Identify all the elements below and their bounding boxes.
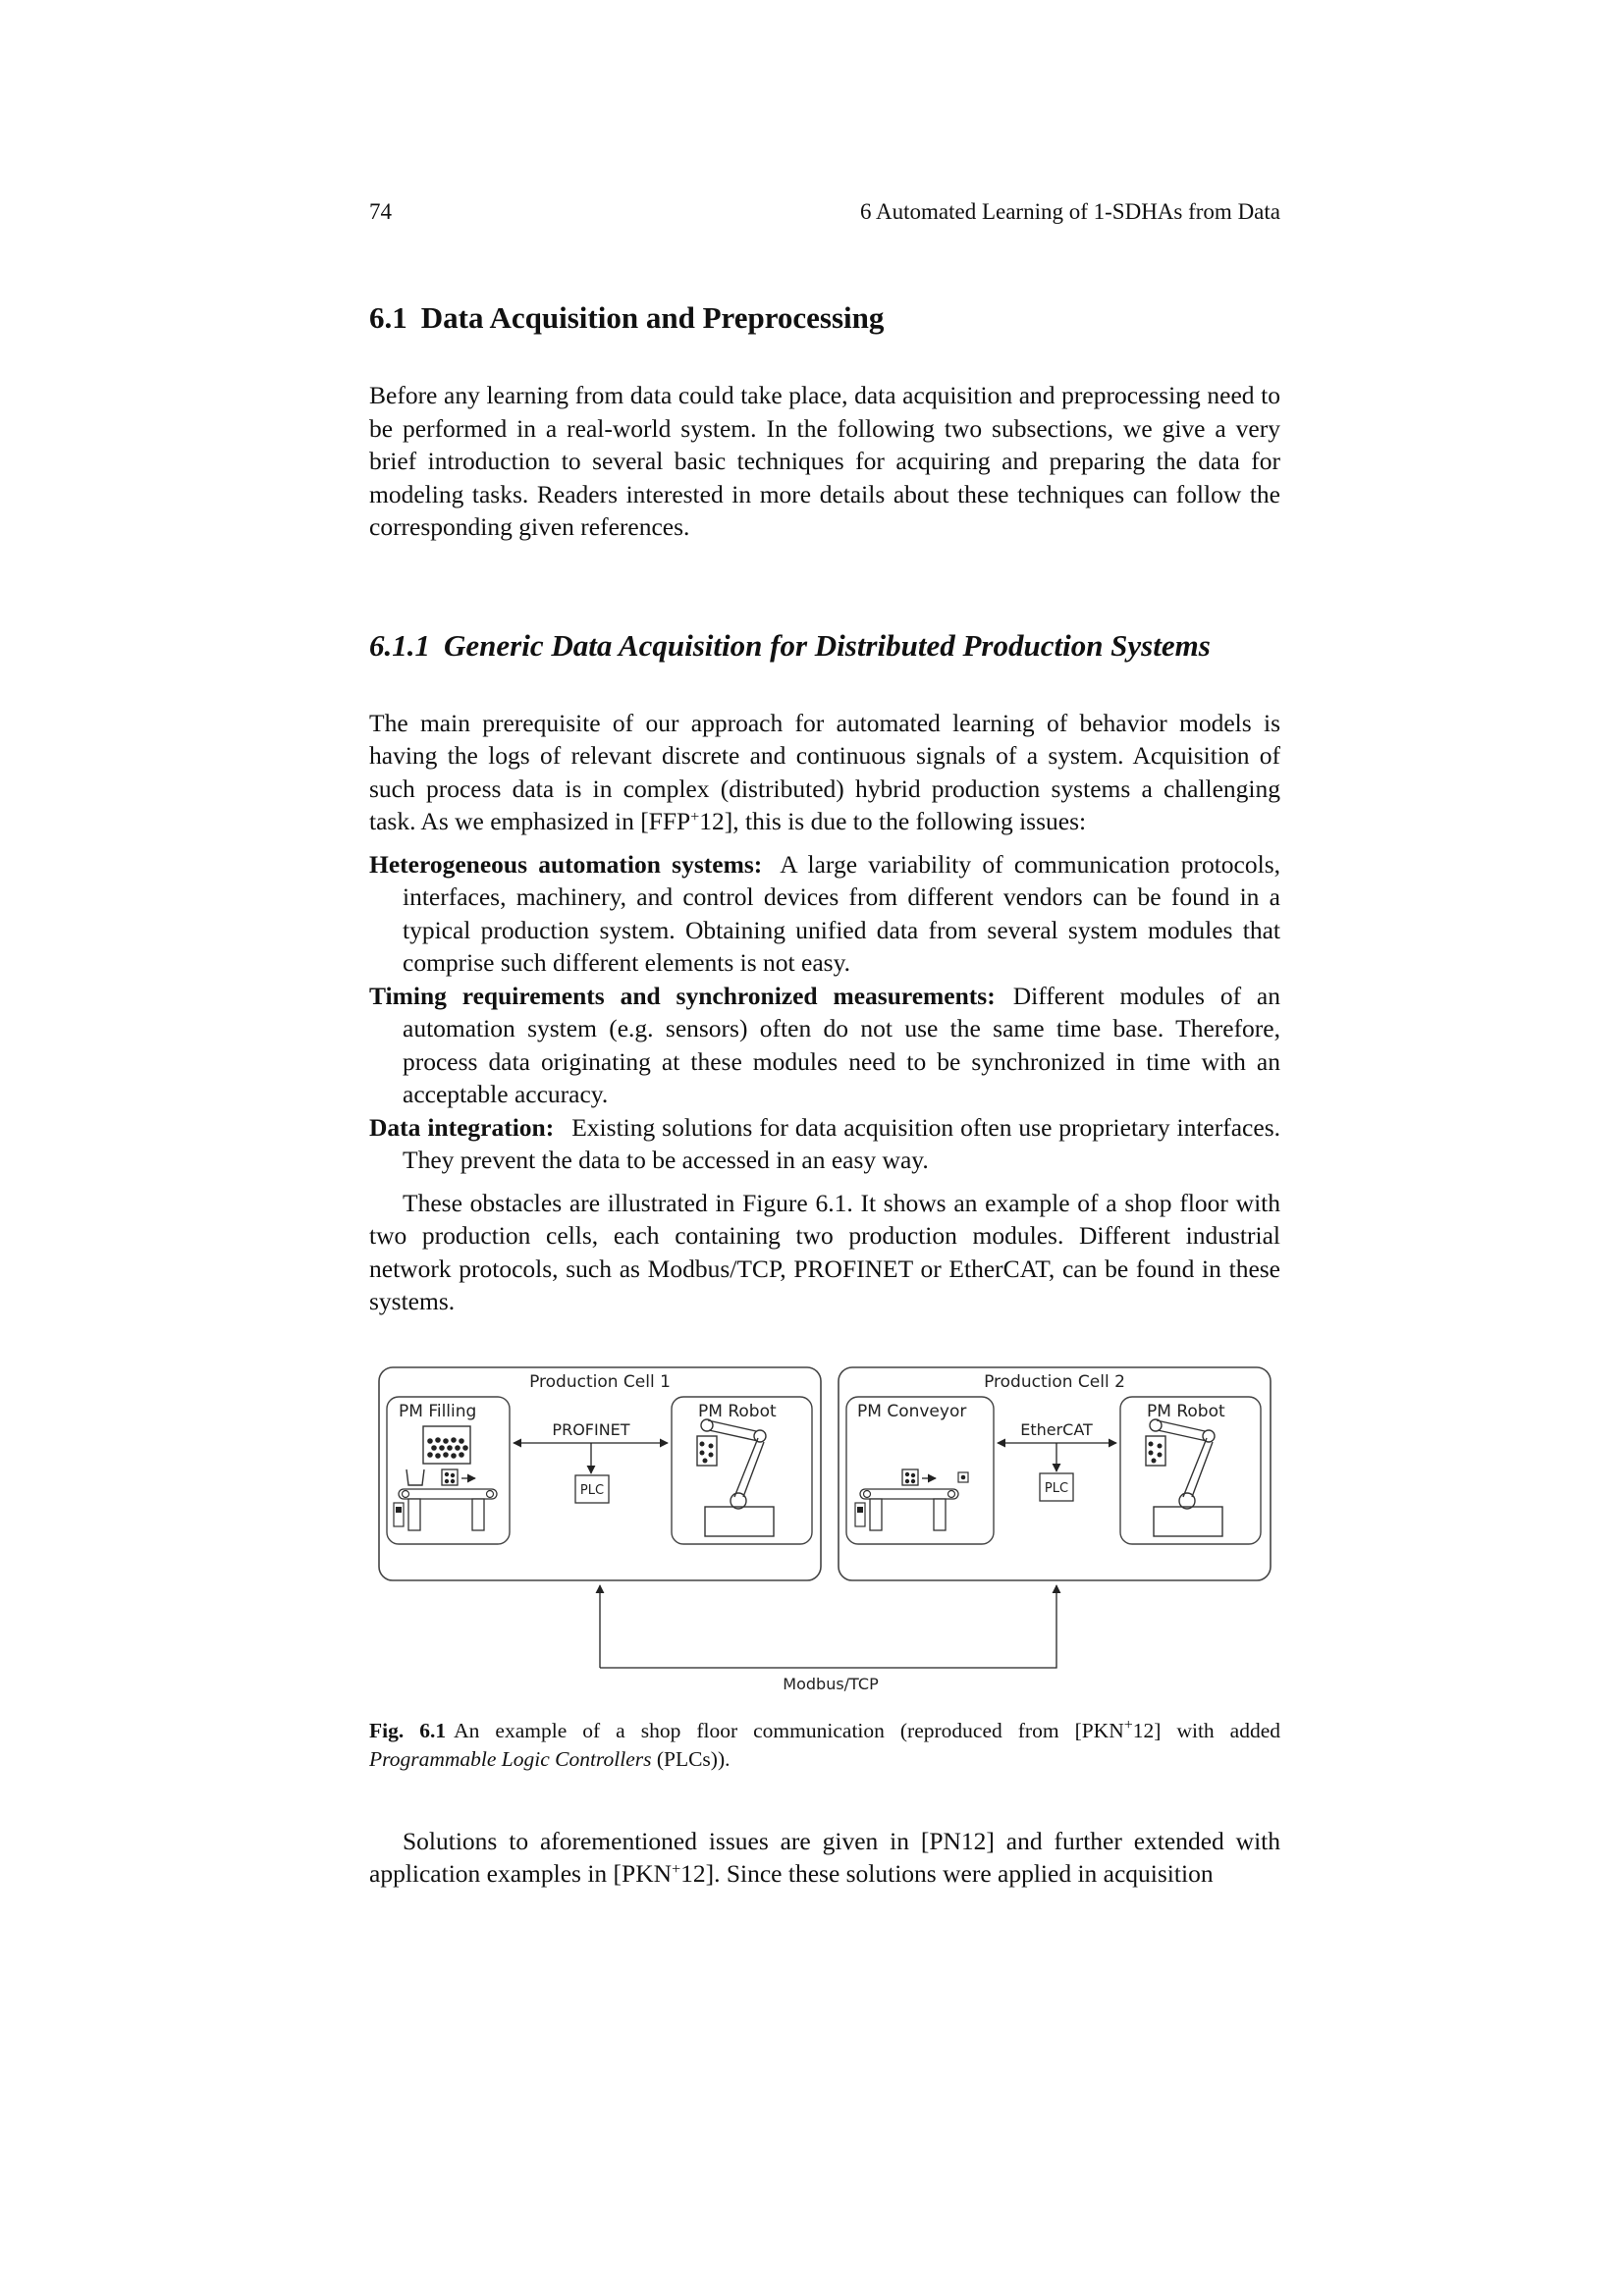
profinet-link: [514, 1420, 668, 1473]
module-pm-robot-2: [1120, 1397, 1261, 1544]
caption-text-end: (PLCs)).: [656, 1746, 731, 1771]
production-cell-2: [839, 1367, 1271, 1580]
cell-2-title: Production Cell 2: [984, 1371, 1125, 1392]
intro-text-after-citation: 12], this is due to the following issues:: [699, 807, 1087, 835]
final-text-part-2: 12]. Since these solutions were applied in acquisition: [680, 1859, 1214, 1888]
section-heading: [369, 298, 1280, 338]
module-pm-robot-1: [672, 1397, 812, 1544]
section-intro-paragraph: Before any learning from data could take place, data acquisition and preprocessing need to be performed in a real-world system. In the following two subsections, we give a very brief introduction to several basic techniques for acquiring and preparing the data for modeling tasks. Readers interested in more details about these techniques can follow the corresponding given references.: [369, 381, 1280, 541]
figure-caption-label: Fig. 6.1: [369, 1718, 447, 1742]
issue-term: Heterogeneous automation systems:: [369, 849, 763, 879]
module-pm-filling: [387, 1397, 510, 1544]
subsection-number: 6.1.1: [369, 627, 430, 663]
issue-item-data-integration: [369, 1111, 1280, 1177]
subsection-heading: [369, 626, 1280, 666]
final-text-part-1: Solutions to aforementioned issues are given in [PN12] and further extended with application examples in [PKN: [369, 1826, 1280, 1888]
section-number: 6.1: [369, 300, 407, 335]
final-paragraph: [369, 1825, 1280, 1891]
module-pm-conveyor-label: PM Conveyor: [857, 1401, 967, 1421]
modbus-link: [600, 1585, 1056, 1691]
plc-box-2: [1040, 1473, 1073, 1501]
robot-arm-icon: [697, 1419, 774, 1536]
page-number: 74: [369, 199, 392, 224]
robot-arm-icon: [1146, 1419, 1222, 1536]
issue-item-timing: [369, 980, 1280, 1111]
modbus-label: Modbus/TCP: [783, 1674, 879, 1691]
figure-caption: [369, 1717, 1280, 1774]
subsection-title: Generic Data Acquisition for Distributed Production Systems: [444, 627, 1211, 663]
issue-text: A large variability of communication protocols, interfaces, machinery, and control devices from different vendors can be found in a typical production system. Obtaining unified data from several system modules that comprise such different elements is not easy.: [403, 849, 1280, 977]
figure-shop-floor-diagram: [369, 1358, 1280, 1691]
module-pm-filling-label: PM Filling: [399, 1401, 477, 1421]
caption-text-before-citation: An example of a shop floor communication (reproduced from [PKN: [454, 1718, 1124, 1742]
running-header: [369, 196, 1280, 228]
plc-box-1: [575, 1475, 609, 1503]
subsection-intro-paragraph: [369, 707, 1280, 838]
page: [369, 196, 1280, 1891]
issue-item-heterogeneous: [369, 848, 1280, 980]
plc-1-label: PLC: [579, 1482, 605, 1498]
issue-term: Data integration:: [369, 1112, 555, 1142]
caption-text-after-citation: 12] with added: [1132, 1718, 1281, 1742]
plc-2-label: PLC: [1044, 1480, 1069, 1496]
filling-machine-icon: [394, 1426, 497, 1530]
module-pm-conveyor: [846, 1397, 994, 1544]
issue-term: Timing requirements and synchronized measurements:: [369, 981, 996, 1010]
module-pm-robot-2-label: PM Robot: [1147, 1401, 1225, 1421]
intro-text-before-citation: The main prerequisite of our approach for automated learning of behavior models is having the logs of relevant discrete and continuous signals of a system. Acquisition of such process data is in complex (distributed) hybrid production systems a challenging task. As we emphasized in [FFP: [369, 708, 1280, 835]
caption-italic-term: Programmable Logic Controllers: [369, 1746, 652, 1771]
obstacles-paragraph: These obstacles are illustrated in Figure 6.1. It shows an example of a shop floor with two production cells, each containing two production modules. Different industrial network protocols, such as Modbus/TCP, PROFINET or EtherCAT, can be found in these systems.: [369, 1188, 1280, 1315]
ethercat-link: [998, 1420, 1116, 1471]
caption-citation-superscript: +: [1123, 1716, 1133, 1734]
issues-list: [369, 848, 1280, 1177]
production-cell-1: [379, 1367, 821, 1580]
issue-text: Existing solutions for data acquisition often use proprietary interfaces. They prevent the data to be accessed in an easy way.: [403, 1112, 1280, 1174]
final-citation-superscript: +: [672, 1861, 681, 1878]
module-pm-robot-1-label: PM Robot: [698, 1401, 777, 1421]
ethercat-label: EtherCAT: [1020, 1419, 1093, 1439]
shop-floor-diagram: [369, 1358, 1280, 1691]
issue-text: Different modules of an automation system (e.g. sensors) often do not use the same time base. Therefore, process data originating at these modules need to be synchronized in time with an acceptable accuracy.: [403, 981, 1280, 1108]
conveyor-icon: [855, 1469, 968, 1530]
chapter-title: 6 Automated Learning of 1-SDHAs from Data: [860, 199, 1280, 224]
profinet-label: PROFINET: [552, 1419, 630, 1439]
citation-superscript: +: [690, 809, 700, 826]
section-title: Data Acquisition and Preprocessing: [420, 300, 885, 335]
cell-1-title: Production Cell 1: [529, 1371, 671, 1392]
